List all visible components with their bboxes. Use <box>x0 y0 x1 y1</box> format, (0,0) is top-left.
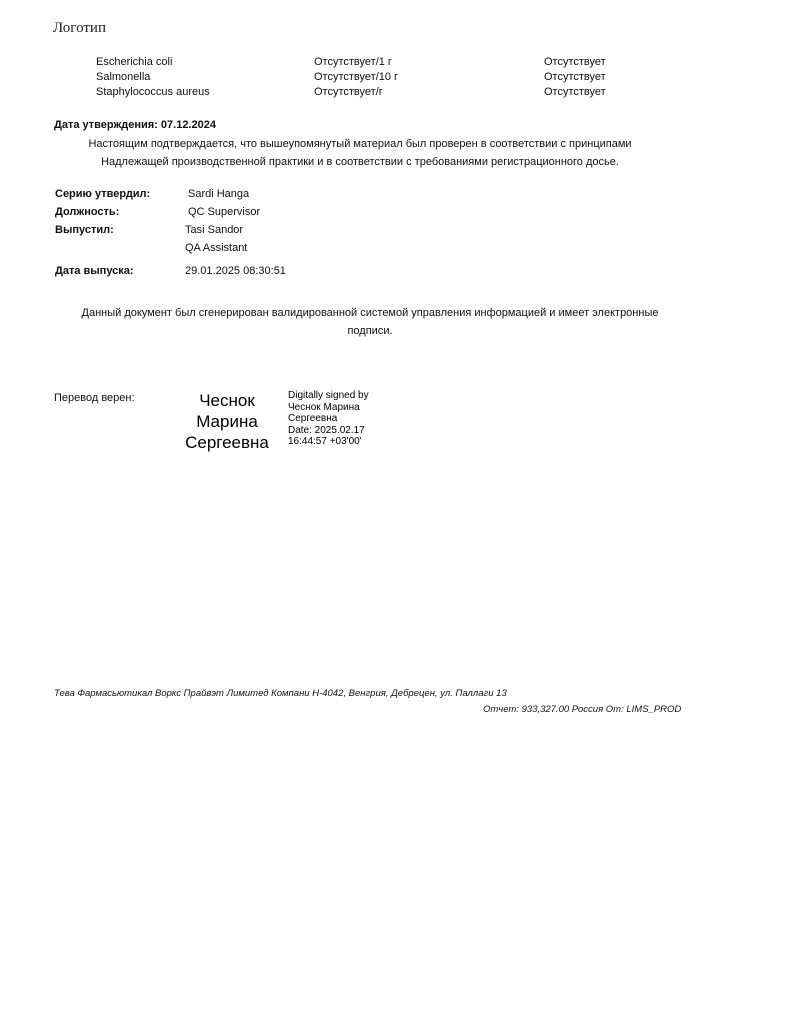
digital-signature-line: Date: 2025.02.17 <box>288 424 365 436</box>
confirmation-line: Настоящим подтверждается, что вышеупомянутый материал был проверен в соответствии с принципами <box>88 138 632 150</box>
test-result: Отсутствует <box>544 71 606 83</box>
release-date-label: Дата выпуска: <box>55 265 134 277</box>
released-by-label: Выпустил: <box>55 224 114 236</box>
gmp-confirmation-text <box>60 135 660 171</box>
organism-name: Escherichia coli <box>96 56 173 68</box>
position-value: QC Supervisor <box>188 206 261 218</box>
footer-report-id: Отчет: 933,327.00 Россия От: LIMS_PROD <box>483 704 682 715</box>
organism-name: Salmonella <box>96 71 151 83</box>
digital-signer-name <box>180 390 274 453</box>
approved-by-value: Sardi Hanga <box>188 188 250 200</box>
translation-certified-label: Перевод верен: <box>54 392 135 404</box>
digital-signature-details <box>288 390 369 448</box>
released-by-value: Tasi Sandor <box>185 224 244 236</box>
approval-date: Дата утверждения: 07.12.2024 <box>54 119 216 131</box>
acceptance-criterion: Отсутствует/10 г <box>314 71 399 83</box>
approved-by-label: Серию утвердил: <box>55 188 151 200</box>
signer-name-line: Чеснок <box>199 391 255 410</box>
digital-signature-line: Digitally signed by <box>288 390 369 401</box>
footer-company-address: Тева Фармасьютикал Воркс Прайвэт Лимитед Компани Н-4042, Венгрия, Дебрецен, ул. Паллаги 13 <box>54 688 507 699</box>
digital-signature-line: 16:44:57 +03'00' <box>288 436 362 447</box>
digital-signature-line: Чеснок Марина <box>288 401 360 413</box>
release-date-value: 29.01.2025 08:30:51 <box>185 265 286 277</box>
released-by-position: QA Assistant <box>185 242 248 254</box>
note-line: Данный документ был сгенерирован валидированной системой управления информацией и имеет электронные <box>81 307 659 319</box>
signer-name-line: Марина <box>196 412 258 431</box>
electronic-signature-note <box>60 304 680 340</box>
position-label: Должность: <box>55 206 120 218</box>
test-result: Отсутствует <box>544 86 606 98</box>
acceptance-criterion: Отсутствует/г <box>314 86 383 98</box>
test-result: Отсутствует <box>544 56 606 68</box>
signer-name-line: Сергеевна <box>185 433 269 452</box>
acceptance-criterion: Отсутствует/1 г <box>314 56 392 68</box>
note-line: подписи. <box>347 325 393 337</box>
organism-name: Staphylococcus aureus <box>96 86 210 98</box>
digital-signature-line: Сергеевна <box>288 413 338 424</box>
confirmation-line: Надлежащей производственной практики и в соответствии с требованиями регистрационного досье. <box>101 156 619 168</box>
logo-placeholder: Логотип <box>53 20 106 36</box>
